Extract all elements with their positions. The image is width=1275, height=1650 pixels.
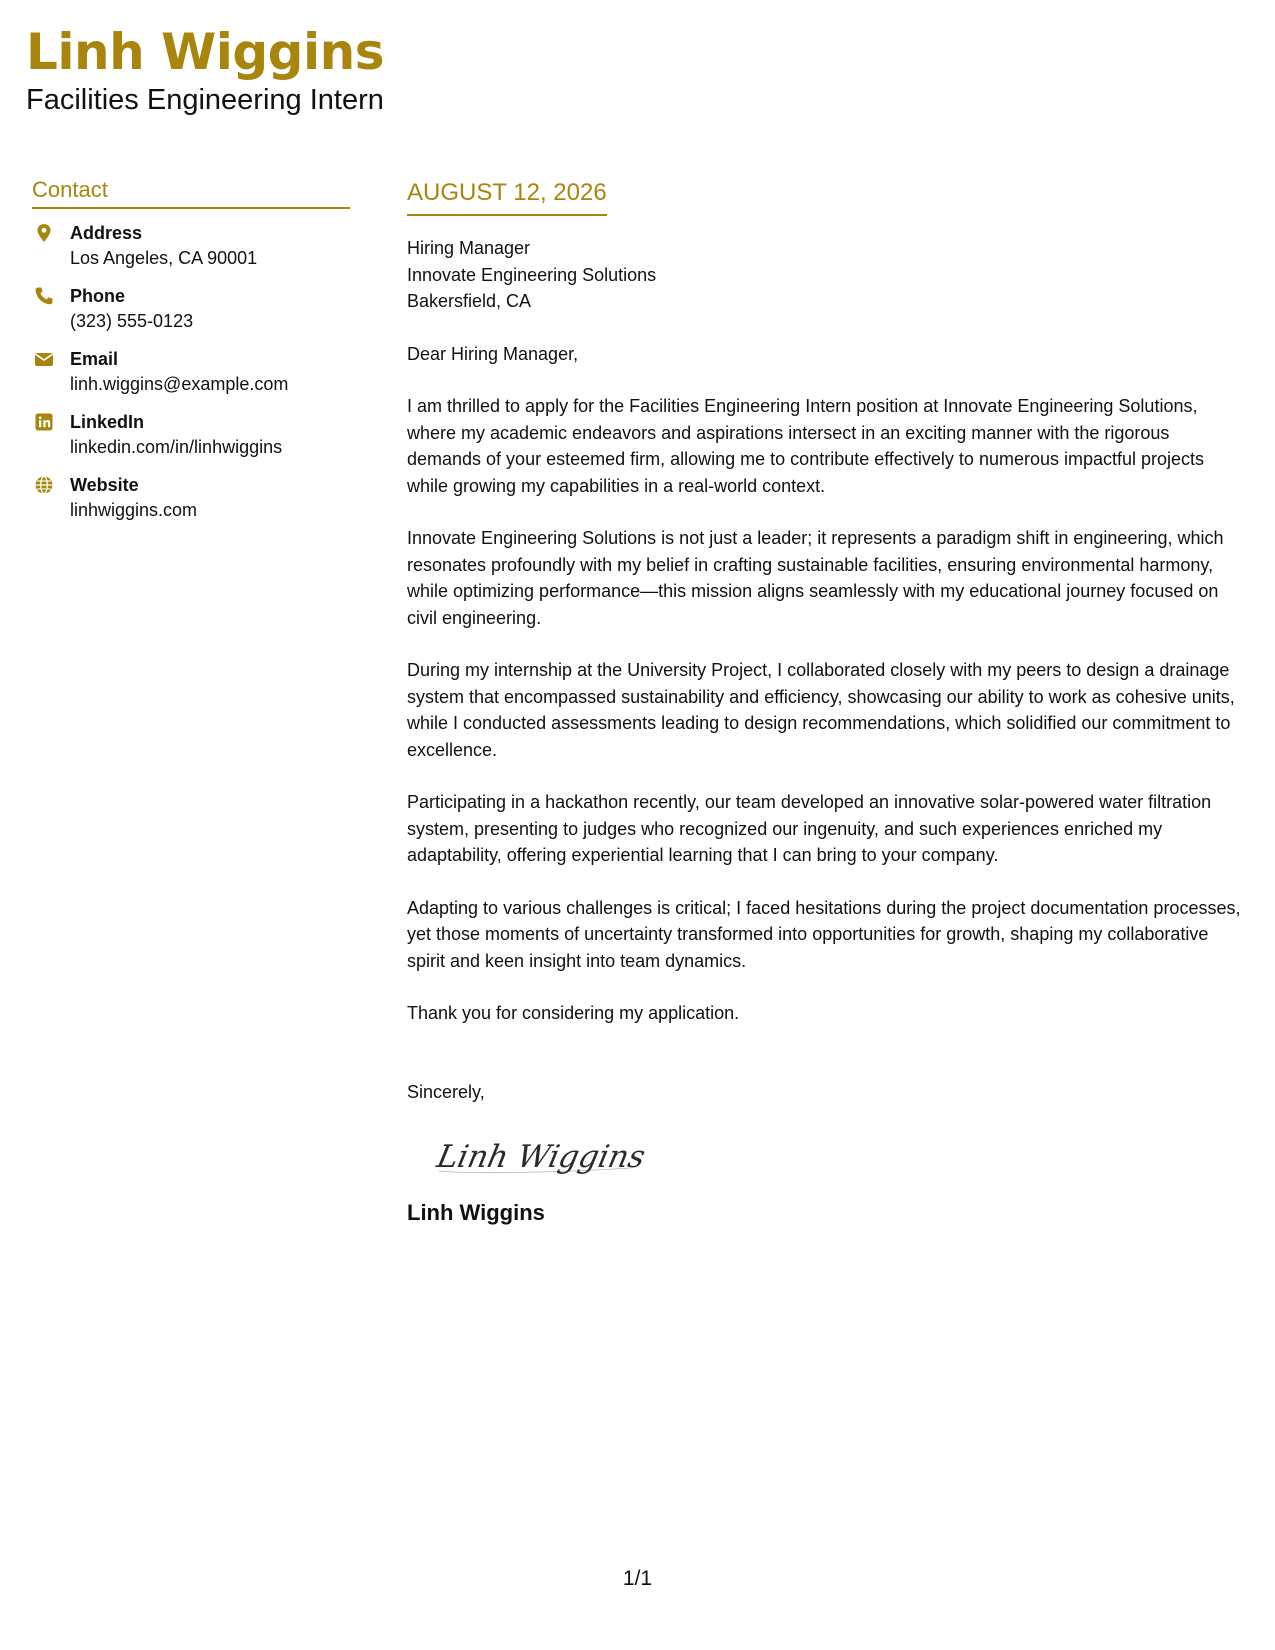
letter-paragraph: I am thrilled to apply for the Facilities Engineering Intern position at Innovate Engineering Solutions, where my academic endeavors and aspirations intersect in an exciting manner with the rigorous demands of your esteemed firm, allowing me to contribute effectively to numerous impactful projects while growing my capabilities in a real-world context. xyxy=(407,396,1205,496)
contact-label-address: Address xyxy=(70,223,143,243)
handwritten-signature xyxy=(431,1127,661,1187)
contact-value-phone: (323) 555-0123 xyxy=(70,311,194,331)
letter-paragraph: Thank you for considering my application. xyxy=(407,1003,740,1023)
svg-text:Linh Wiggins: Linh Wiggins xyxy=(433,1139,649,1175)
contact-item-phone xyxy=(32,284,350,347)
phone-icon xyxy=(34,286,54,306)
recipient-block xyxy=(407,235,1247,315)
letter-paragraph: Adapting to various challenges is critical; I faced hesitations during the project documentation processes, yet those moments of uncertainty transformed into opportunities for growth, shaping my collaborative spirit and keen insight into team dynamics. xyxy=(407,897,1241,971)
contact-label-website: Website xyxy=(70,475,139,495)
envelope-icon xyxy=(34,349,54,369)
linkedin-icon xyxy=(34,412,54,432)
contact-value-linkedin[interactable]: linkedin.com/in/linhwiggins xyxy=(70,437,283,457)
contact-heading: Contact xyxy=(32,176,350,209)
signed-name: Linh Wiggins xyxy=(407,1200,545,1225)
letter-paragraph: Participating in a hackathon recently, our team developed an innovative solar-powered water filtration system, presenting to judges who recognized our ingenuity, and such experiences enriched my adaptability, offering experiential learning that I can bring to your company. xyxy=(407,792,1212,865)
contact-value-address: Los Angeles, CA 90001 xyxy=(70,248,258,268)
letter-date: AUGUST 12, 2026 xyxy=(407,178,607,216)
globe-icon xyxy=(34,475,54,495)
contact-label-linkedin: LinkedIn xyxy=(70,412,145,432)
recipient-company: Innovate Engineering Solutions xyxy=(407,264,657,285)
contact-item-address xyxy=(32,221,350,284)
map-marker-icon xyxy=(34,223,54,243)
contact-item-email xyxy=(32,347,350,410)
contact-label-email: Email xyxy=(70,349,119,369)
letter-body xyxy=(407,178,1247,1227)
contact-value-email[interactable]: linh.wiggins@example.com xyxy=(70,374,289,394)
page-number: 1/1 xyxy=(622,1567,653,1590)
recipient-title: Hiring Manager xyxy=(407,238,531,258)
closing: Sincerely, xyxy=(407,1081,485,1102)
contact-item-linkedin xyxy=(32,410,350,473)
applicant-name: Linh Wiggins xyxy=(26,23,384,81)
recipient-location: Bakersfield, CA xyxy=(407,291,532,311)
letter-paragraph: Innovate Engineering Solutions is not just a leader; it represents a paradigm shift in engineering, which resonates profoundly with my belief in crafting sustainable facilities, ensuring environmental harmony, while optimizing performance—this mission aligns seamlessly with my educational journey focused on civil engineering. xyxy=(407,528,1224,628)
contact-value-website[interactable]: linhwiggins.com xyxy=(70,500,198,520)
contact-sidebar xyxy=(32,176,350,536)
applicant-role: Facilities Engineering Intern xyxy=(26,84,384,116)
contact-item-website xyxy=(32,473,350,536)
contact-label-phone: Phone xyxy=(70,286,126,306)
letter-paragraph: During my internship at the University Project, I collaborated closely with my peers to design a drainage system that encompassed sustainability and efficiency, showcasing our ability to work as cohesive units, while I conducted assessments leading to design recommendations, which solidified our commitment to excellence. xyxy=(407,660,1235,760)
salutation: Dear Hiring Manager, xyxy=(407,343,579,364)
contact-list xyxy=(32,221,350,536)
